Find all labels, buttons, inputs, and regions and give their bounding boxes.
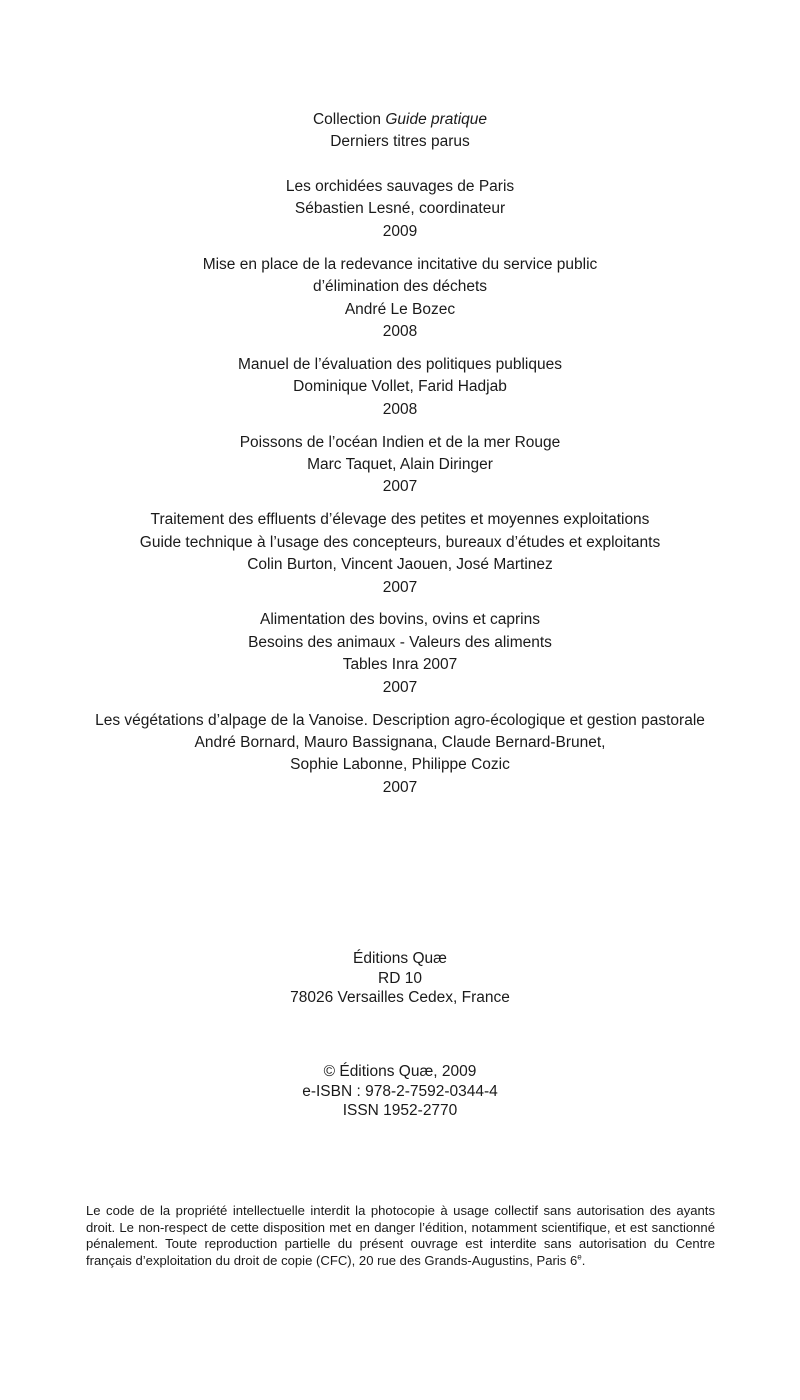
publisher-address <box>40 949 760 1008</box>
publisher-name: Éditions Quæ <box>353 950 447 967</box>
publisher-city: 78026 Versailles Cedex, France <box>290 989 510 1006</box>
collection-header <box>40 109 760 154</box>
book-author: Marc Taquet, Alain Diringer <box>307 455 493 473</box>
book-author: André Bornard, Mauro Bassignana, Claude Bernard-Brunet, <box>194 733 606 751</box>
publisher-road: RD 10 <box>378 969 422 987</box>
collection-subtitle: Derniers titres parus <box>330 133 470 151</box>
book-subtitle: Guide technique à l’usage des concepteurs, bureaux d’études et exploitants <box>139 533 661 551</box>
collection-prefix: Collection <box>312 111 382 128</box>
legal-text: Le code de la propriété intellectuelle interdit la photocopie à usage collectif sans autorisation des ayants droit. Le non-respect de cette disposition met en danger l’édition, notamment scientifique, et est sanctionné pénalement. Toute reproduction partielle du présent ouvrage est interdite sans autorisation du Centre français d’exploitation du droit de copie (CFC), 20 rue des Grands-Augustins, Paris 6 <box>86 1203 715 1268</box>
book-year: 2008 <box>382 400 418 418</box>
book-title: Manuel de l’évaluation des politiques publiques <box>237 355 562 373</box>
book-title: Les orchidées sauvages de Paris <box>285 178 515 195</box>
book-title: Les végétations d’alpage de la Vanoise. Description agro-écologique et gestion pastorale <box>95 711 705 729</box>
copyright-notice: © Éditions Quæ, 2009 <box>323 1063 477 1080</box>
book-author-continued: Sophie Labonne, Philippe Cozic <box>290 756 510 774</box>
book-author: Sébastien Lesné, coordinateur <box>294 200 506 218</box>
book-entry <box>40 432 760 499</box>
book-title: Poissons de l’océan Indien et de la mer Rouge <box>239 433 561 451</box>
book-year: 2007 <box>382 478 418 496</box>
book-entry <box>40 710 760 800</box>
collection-line <box>40 109 760 131</box>
collection-name: Guide pratique <box>385 111 488 128</box>
book-entry <box>40 176 760 243</box>
book-year: 2007 <box>382 578 418 596</box>
book-entry <box>40 509 760 599</box>
issn: ISSN 1952-2770 <box>342 1102 458 1119</box>
book-year: 2007 <box>382 778 418 796</box>
book-title: Mise en place de la redevance incitative du service public <box>202 255 598 273</box>
legal-notice <box>86 1203 715 1269</box>
book-author: André Le Bozec <box>344 300 456 318</box>
book-subtitle: Besoins des animaux - Valeurs des aliments <box>248 633 552 651</box>
book-year: 2007 <box>382 678 418 696</box>
book-entry <box>40 354 760 421</box>
book-author: Colin Burton, Vincent Jaouen, José Martinez <box>247 556 553 574</box>
book-title: Alimentation des bovins, ovins et caprins <box>259 611 540 629</box>
book-title-continued: d’élimination des déchets <box>312 278 488 296</box>
book-subtitle-2: Tables Inra 2007 <box>342 656 458 674</box>
book-entry <box>40 609 760 699</box>
book-year: 2008 <box>382 322 418 340</box>
copyright-block <box>40 1062 760 1121</box>
book-author: Dominique Vollet, Farid Hadjab <box>293 378 507 396</box>
legal-superscript: e <box>577 1252 582 1262</box>
book-year: 2009 <box>382 222 418 240</box>
isbn: e-ISBN : 978-2-7592-0344-4 <box>302 1082 498 1100</box>
book-entry <box>40 254 760 344</box>
book-title: Traitement des effluents d’élevage des petites et moyennes exploitations <box>150 511 650 529</box>
legal-end: . <box>581 1252 586 1268</box>
book-list <box>40 176 760 810</box>
